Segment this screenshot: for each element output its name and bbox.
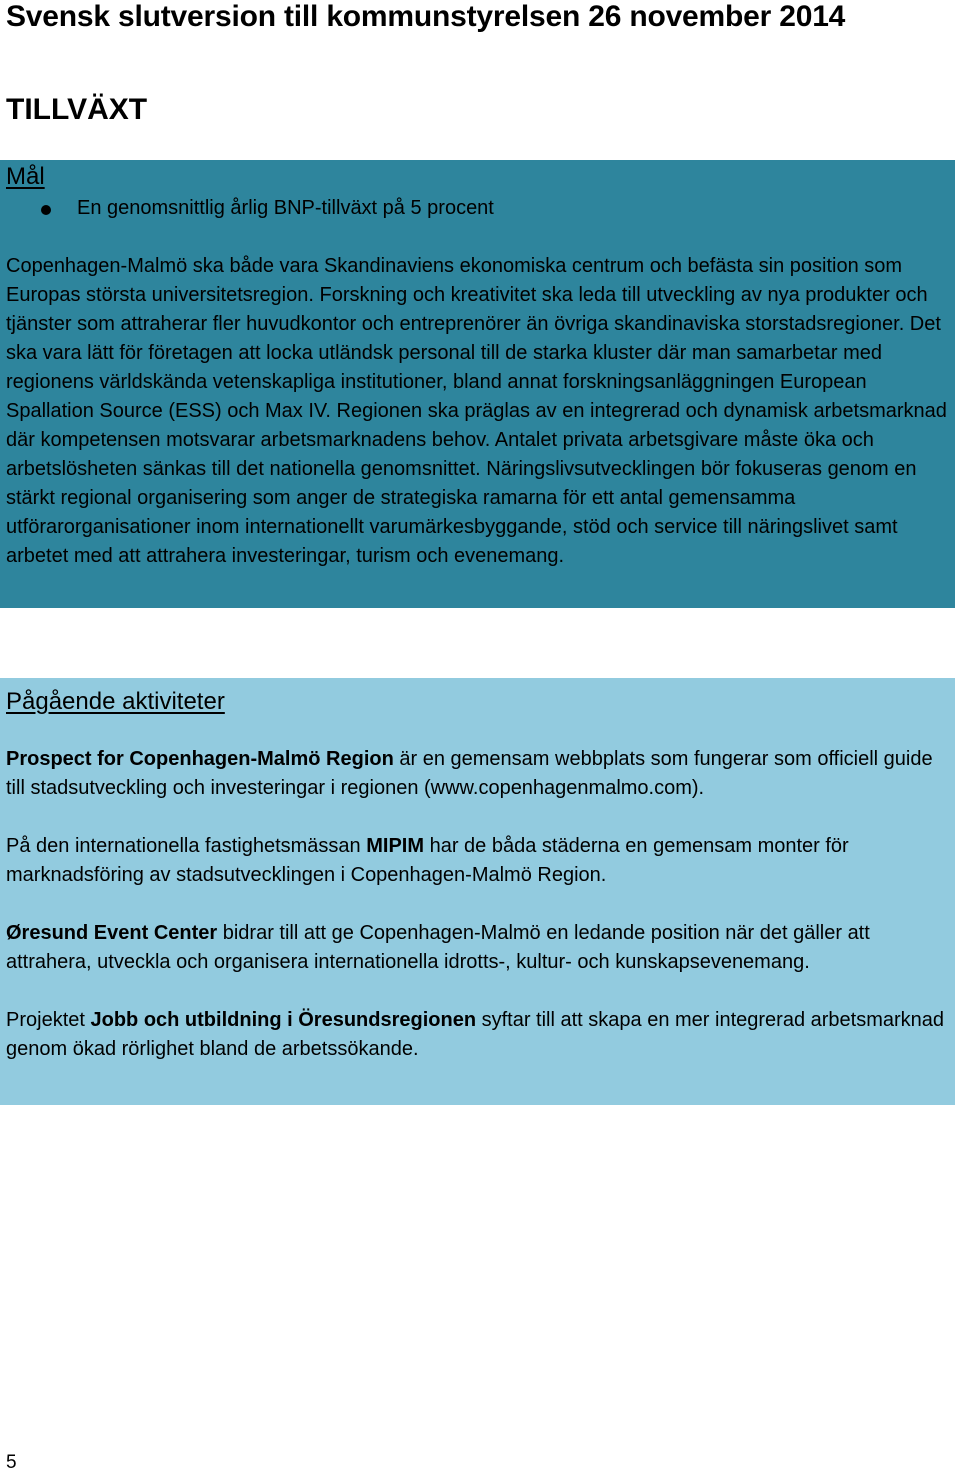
activity-paragraph-event-center (6, 919, 949, 977)
goal-paragraph: Copenhagen-Malmö ska både vara Skandinaviens ekonomiska centrum och befästa sin position som Europas största universitetsregion. Forskning och kreativitet ska leda till utveckling av nya produkter och tjänster som attraherar fler huvudkontor och entreprenörer än övriga skandinaviska storstadsregioner. Det ska vara lätt för företagen att locka utländsk personal till de starka kluster där man samarbetar med regionens världskända vetenskapliga institutioner, bland annat forskningsanläggningen European Spallation Source (ESS) och Max IV. Regionen ska präglas av en integrerad och dynamisk arbetsmarknad där kompetensen motsvarar arbetsmarknadens behov. Antalet privata arbetsgivare måste öka och arbetslösheten sänkas till det nationella genomsnittet. Näringslivsutvecklingen bör fokuseras genom en stärkt regional organisering som anger de strategiska ramarna för ett antal gemensamma utförarorganisationer inom internationellt varumärkesbyggande, stöd och service till näringslivet samt arbetet med att attrahera investeringar, turism och evenemang. (6, 255, 947, 567)
activity-name: Øresund Event Center (6, 922, 218, 944)
activity-paragraph-jobb-utbildning (6, 1006, 949, 1064)
document-header-title: Svensk slutversion till kommunstyrelsen 26 november 2014 (6, 0, 846, 33)
page-number: 5 (6, 1452, 17, 1473)
activity-paragraph-prospect (6, 745, 949, 803)
activity-description: syftar till att skapa en mer integrerad arbetsmarknad genom ökad rörlighet bland de arbetssökande. (6, 1009, 945, 1060)
goal-bullet-text: En genomsnittlig årlig BNP-tillväxt på 5 procent (77, 197, 494, 219)
activity-name: Jobb och utbildning i Öresundsregionen (90, 1009, 477, 1031)
ongoing-activities-heading: Pågående aktiviteter (6, 688, 225, 715)
activity-description: är en gemensam webbplats som fungerar som officiell guide till stadsutveckling och investeringar i regionen (www.copenhagenmalmo.com). (6, 748, 933, 799)
activity-description: har de båda städerna en gemensam monter för marknadsföring av stadsutvecklingen i Copenhagen-Malmö Region. (6, 835, 849, 886)
activity-paragraph-mipim (6, 832, 949, 890)
activity-lead-text: Projektet (6, 1009, 91, 1031)
goal-heading: Mål (6, 163, 45, 190)
activity-name: Prospect for Copenhagen-Malmö Region (6, 748, 394, 770)
bullet-dot-icon (41, 205, 51, 215)
goal-box (0, 160, 955, 608)
activity-lead-text: På den internationella fastighetsmässan (6, 835, 367, 857)
goal-bullet-item (6, 194, 949, 223)
activity-description: bidrar till att ge Copenhagen-Malmö en ledande position när det gäller att attrahera, utveckla och organisera internationella idrotts-, kultur- och kunskapsevenemang. (6, 922, 870, 973)
section-title: TILLVÄXT (6, 93, 148, 126)
activity-name: MIPIM (366, 835, 425, 857)
ongoing-activities-box (0, 678, 955, 1105)
